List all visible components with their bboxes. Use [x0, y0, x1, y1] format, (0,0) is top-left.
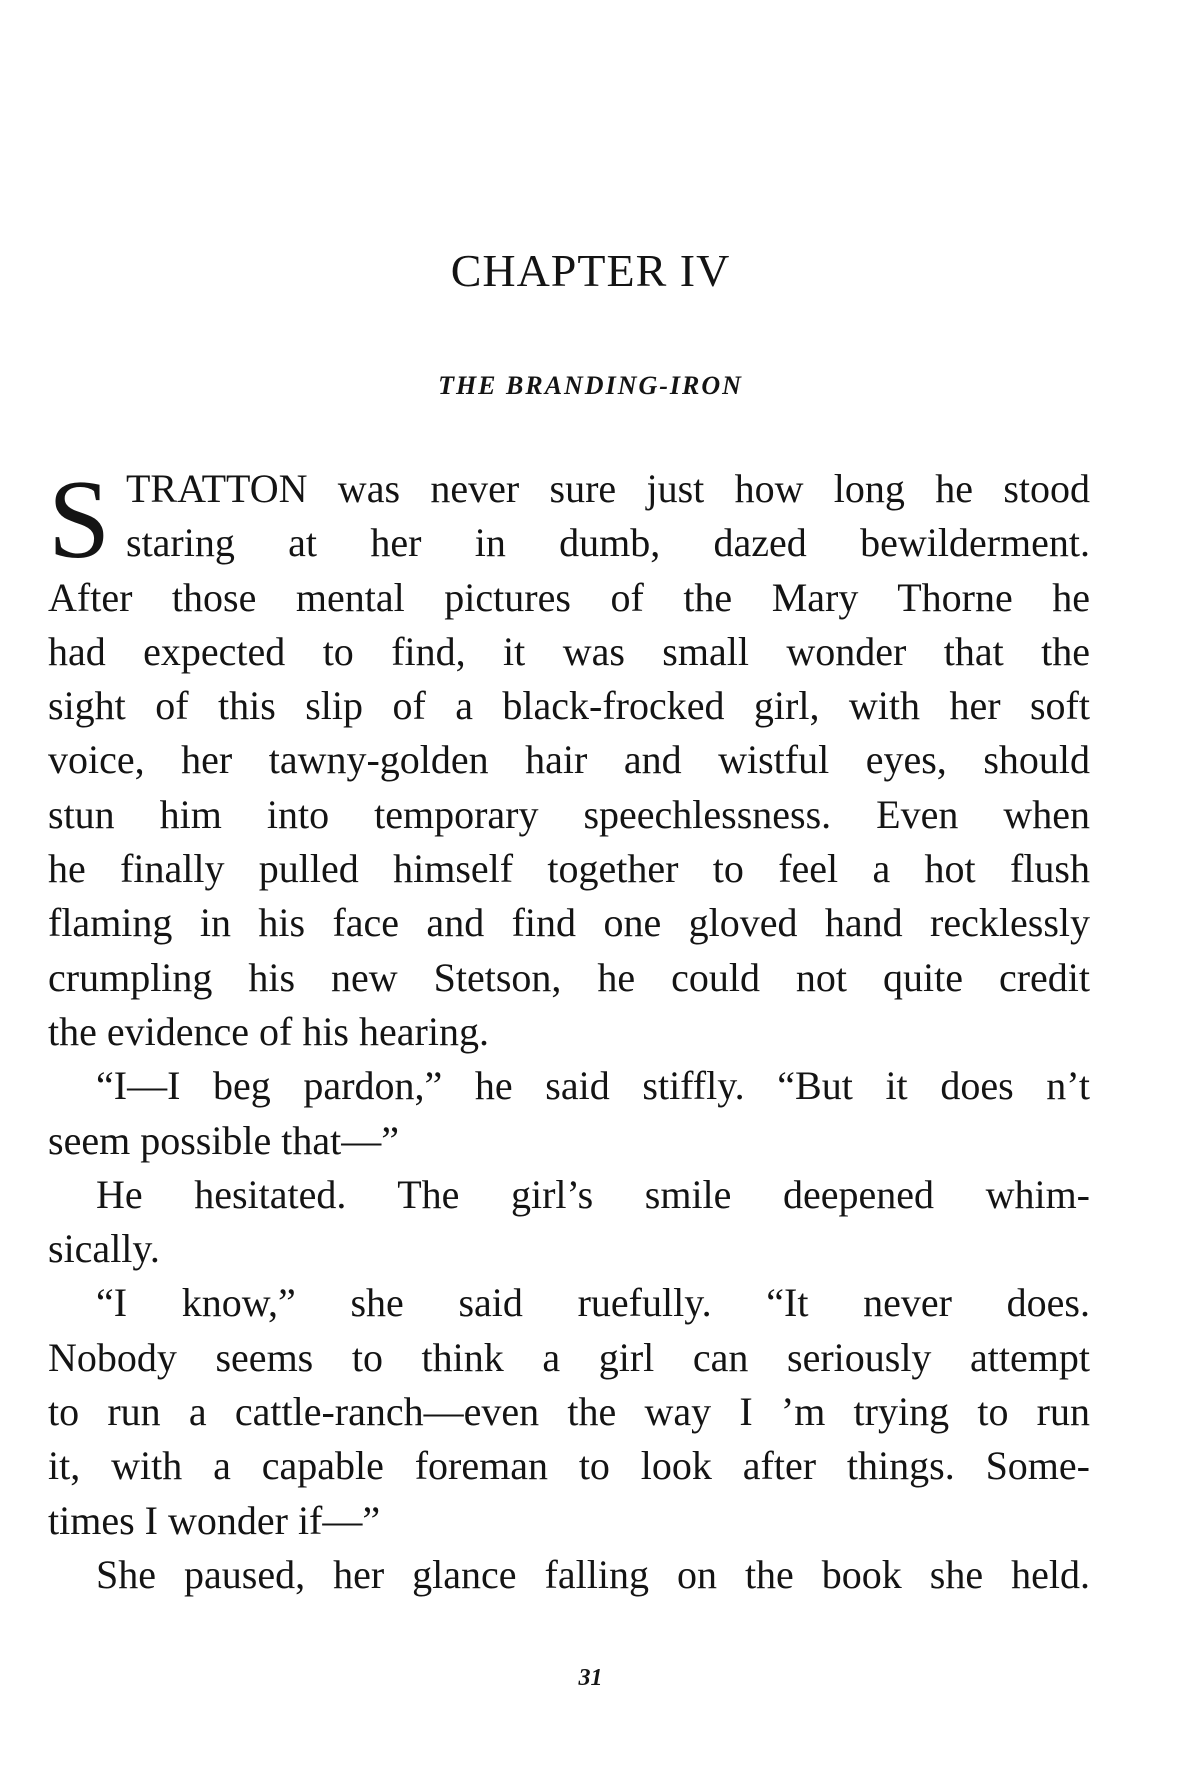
text-line: sically. [48, 1226, 160, 1272]
text-line: “I—I beg pardon,” he said stiffly. “But it does n’t [96, 1063, 1090, 1109]
text-line: After those mental pictures of the Mary Thorne he [48, 574, 1090, 620]
chapter-subtitle: THE BRANDING-IRON [438, 371, 743, 400]
text-line: flaming in his face and find one gloved hand recklessly [48, 900, 1090, 946]
text-line: sight of this slip of a black-frocked girl, with her soft [48, 683, 1090, 729]
page-number: 31 [578, 1665, 603, 1691]
text-line: Nobody seems to think a girl can seriously attempt [48, 1334, 1090, 1380]
text-line: stun him into temporary speechlessness. Even when [48, 791, 1090, 837]
paragraph-5 [48, 1548, 1090, 1602]
paragraph-3 [48, 1168, 1090, 1277]
drop-cap: S [48, 458, 111, 582]
text-line: he finally pulled himself together to feel a hot flush [48, 846, 1090, 892]
text-line: had expected to find, it was small wonder that the [48, 628, 1090, 674]
paragraph-4 [48, 1276, 1090, 1547]
paragraph-2 [48, 1059, 1090, 1168]
chapter-title: CHAPTER IV [450, 245, 731, 296]
text-line: TRATTON was never sure just how long he stood [126, 466, 1090, 511]
text-line: it, with a capable foreman to look after things. Some- [48, 1443, 1090, 1489]
text-line: crumpling his new Stetson, he could not quite credit [48, 954, 1090, 1000]
text-line: the evidence of his hearing. [48, 1008, 489, 1054]
text-line: She paused, her glance falling on the book she held. [96, 1551, 1090, 1597]
text-line: He hesitated. The girl’s smile deepened whim- [96, 1171, 1090, 1217]
text-line: staring at her in dumb, dazed bewilderment. [126, 520, 1090, 566]
body-text [48, 458, 1090, 1602]
text-line: “I know,” she said ruefully. “It never does. [96, 1280, 1090, 1326]
text-line: voice, her tawny-golden hair and wistful eyes, should [48, 737, 1090, 783]
text-line: seem possible that—” [48, 1117, 400, 1163]
text-line: times I wonder if—” [48, 1497, 381, 1543]
text-line: to run a cattle-ranch—even the way I ’m trying to run [48, 1389, 1090, 1435]
paragraph-1 [48, 458, 1090, 1059]
